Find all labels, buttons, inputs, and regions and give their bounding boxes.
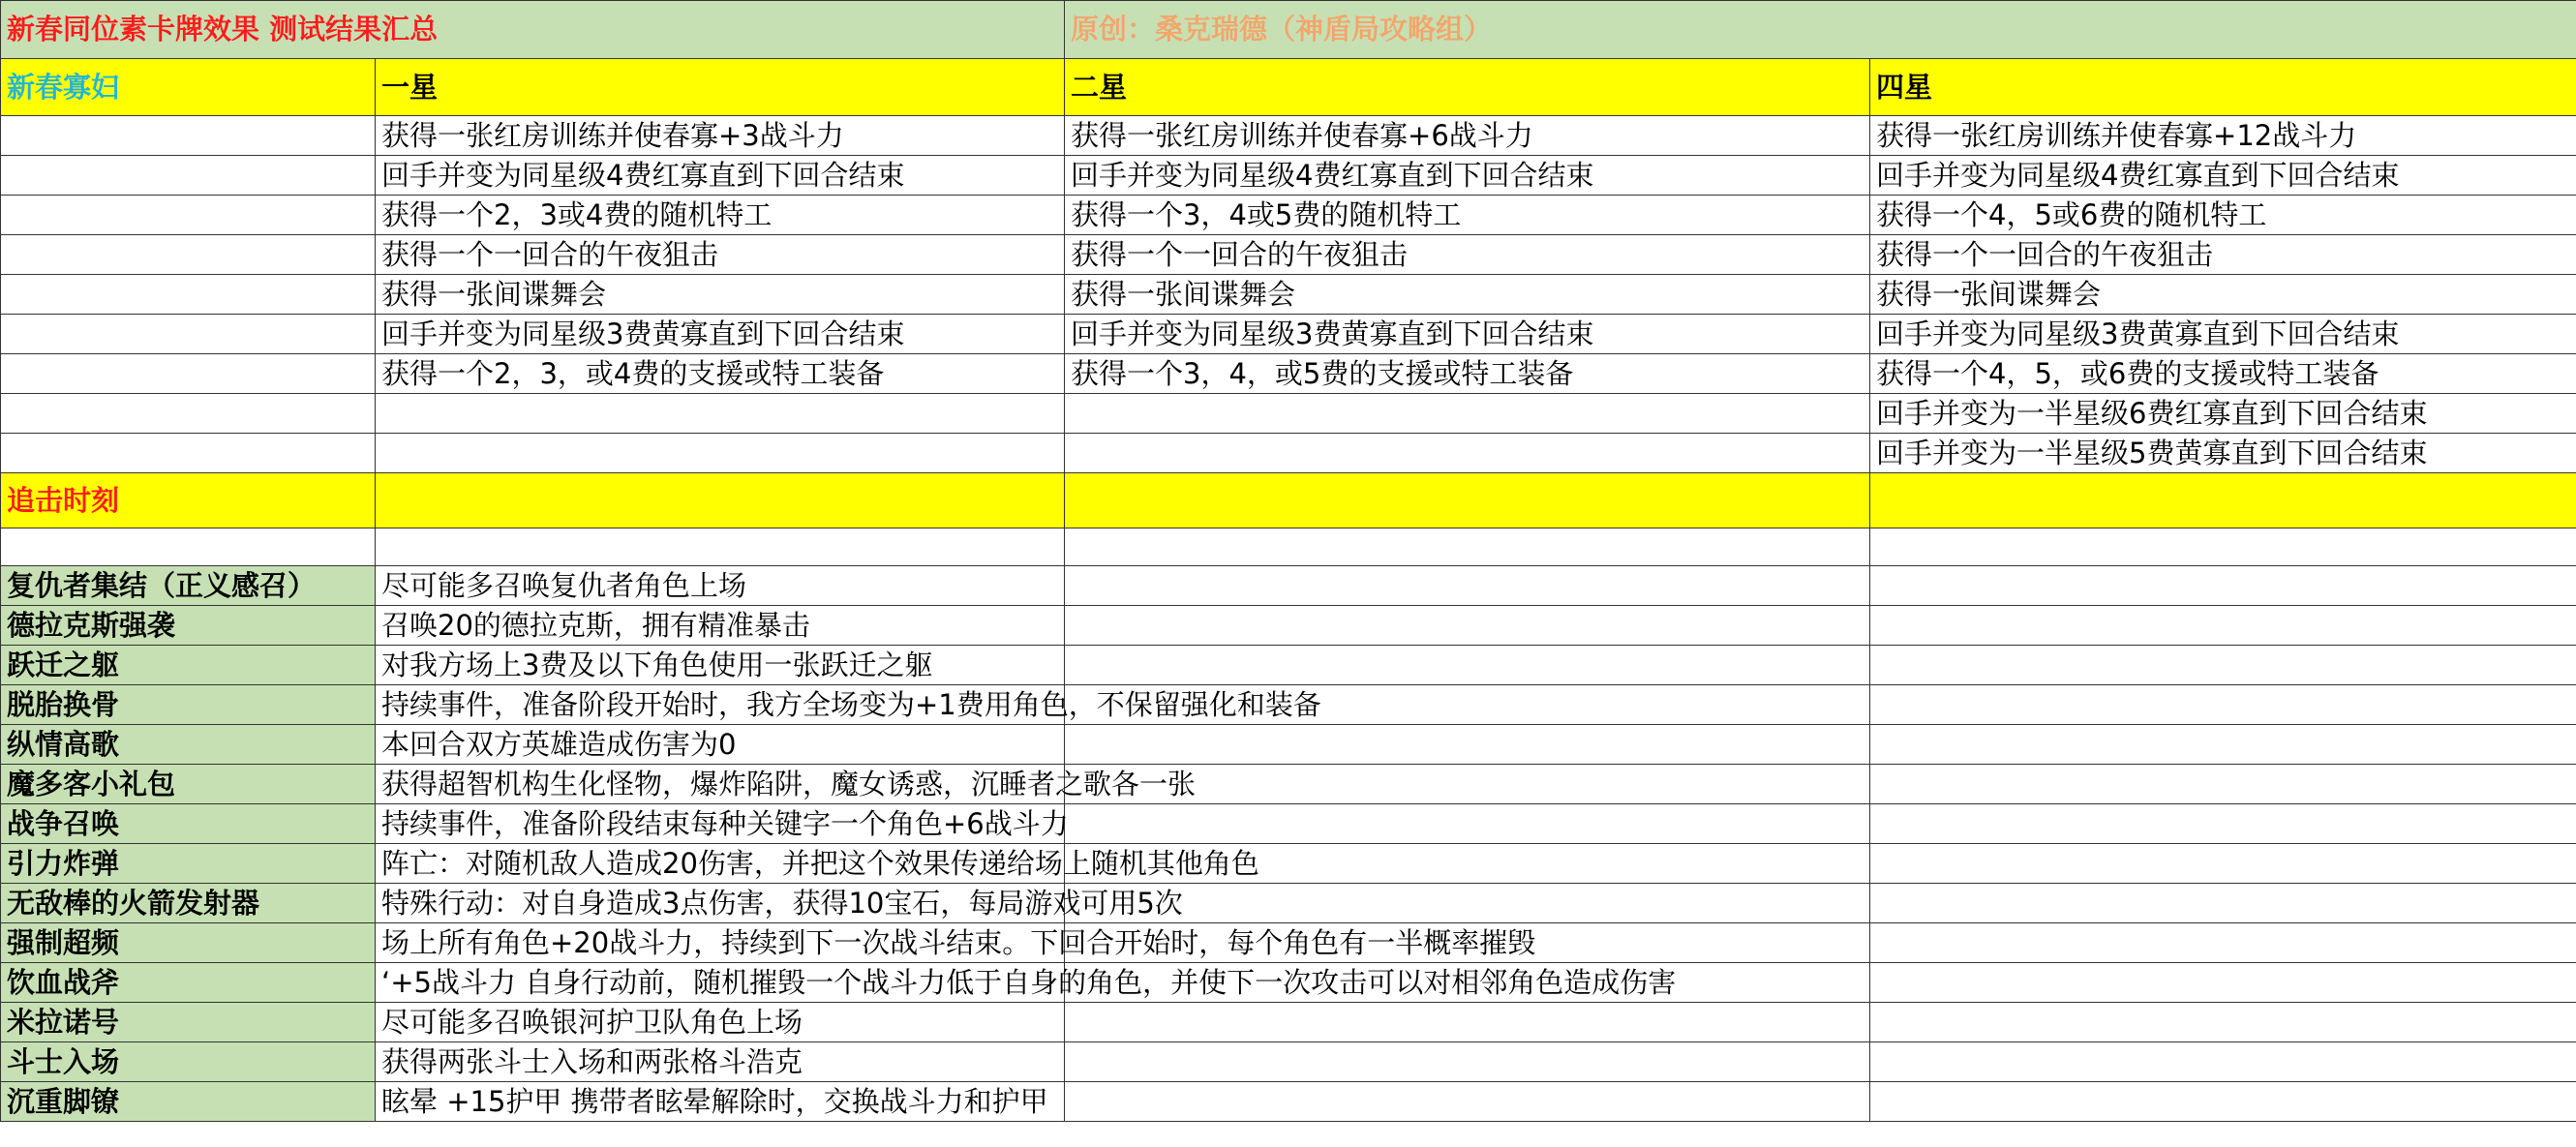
effect-cell[interactable]: 回手并变为同星级3费黄寡直到下回合结束 [376,315,1065,354]
empty-cell[interactable] [1,196,376,235]
empty-cell[interactable] [1870,725,2576,765]
empty-cell[interactable] [1065,804,1870,844]
list-item [1,844,2576,884]
empty-cell[interactable] [1065,646,1870,685]
card-effect[interactable] [376,566,1065,606]
effect-cell[interactable]: 获得一个一回合的午夜狙击 [376,235,1065,275]
effect-cell[interactable]: 获得一个2，3，或4费的支援或特工装备 [376,354,1065,394]
section1-title[interactable]: 新春寡妇 [1,59,376,116]
sheet-title[interactable]: 新春同位素卡牌效果 测试结果汇总 [1,1,1065,59]
effect-cell[interactable]: 获得一张红房训练并使春寡+12战斗力 [1870,116,2576,156]
card-name[interactable]: 沉重脚镣 [1,1082,376,1122]
empty-cell[interactable] [1870,963,2576,1003]
table-row [1,315,2576,354]
section2-title[interactable]: 追击时刻 [1,473,376,528]
empty-cell[interactable] [1065,473,1870,528]
card-effect-text: 持续事件，准备阶段开始时，我方全场变为+1费用角色，不保留强化和装备 [381,688,1321,721]
card-effect-text: 尽可能多召唤银河护卫队角色上场 [381,1006,803,1039]
list-item [1,804,2576,844]
empty-cell[interactable] [1065,1042,1870,1082]
card-name[interactable]: 饮血战斧 [1,963,376,1003]
table-row [1,394,2576,434]
effect-cell[interactable]: 获得一个一回合的午夜狙击 [1065,235,1870,275]
section2-header-row [1,473,2576,528]
empty-cell[interactable] [1,275,376,315]
credit-label[interactable]: 原创：桑克瑞德（神盾局攻略组） [1065,1,2576,59]
effect-cell[interactable] [1065,394,1870,434]
card-effect[interactable] [376,1003,1065,1042]
card-effect-text: 特殊行动：对自身造成3点伤害，获得10宝石，每局游戏可用5次 [381,887,1183,920]
empty-cell[interactable] [1870,884,2576,923]
list-item [1,1042,2576,1082]
empty-cell[interactable] [1,528,376,566]
effect-cell[interactable]: 回手并变为同星级4费红寡直到下回合结束 [376,156,1065,196]
empty-cell[interactable] [1065,725,1870,765]
effect-cell[interactable]: 回手并变为一半星级5费黄寡直到下回合结束 [1870,434,2576,473]
empty-cell[interactable] [1870,844,2576,884]
empty-cell[interactable] [1870,646,2576,685]
empty-cell[interactable] [1870,923,2576,963]
empty-cell[interactable] [1,116,376,156]
empty-cell[interactable] [1,354,376,394]
title-row [1,1,2576,59]
effect-cell[interactable]: 回手并变为同星级4费红寡直到下回合结束 [1870,156,2576,196]
effect-cell[interactable]: 获得一个4，5或6费的随机特工 [1870,196,2576,235]
effect-cell[interactable]: 回手并变为同星级3费黄寡直到下回合结束 [1870,315,2576,354]
empty-cell[interactable] [1870,765,2576,804]
card-effect-text: 对我方场上3费及以下角色使用一张跃迁之躯 [381,649,933,681]
table-row [1,116,2576,156]
card-name[interactable]: 复仇者集结（正义感召） [1,566,376,606]
empty-cell[interactable] [1,315,376,354]
empty-cell[interactable] [376,528,1065,566]
card-effect-text: ‘+5战斗力 自身行动前，随机摧毁一个战斗力低于自身的角色，并使下一次攻击可以对相邻角色造成伤害 [381,966,1677,999]
card-effect-text: 场上所有角色+20战斗力，持续到下一次战斗结束。下回合开始时，每个角色有一半概率摧毁 [381,926,1536,959]
empty-cell[interactable] [1870,566,2576,606]
card-effect[interactable] [376,884,1183,923]
empty-cell[interactable] [1065,1082,1870,1122]
effect-cell[interactable] [376,434,1065,473]
effect-cell[interactable]: 获得一张红房训练并使春寡+3战斗力 [376,116,1065,156]
table-row [1,156,2576,196]
card-name[interactable]: 无敌棒的火箭发射器 [1,884,376,923]
effect-cell[interactable]: 获得一个4，5，或6费的支援或特工装备 [1870,354,2576,394]
card-name[interactable]: 引力炸弹 [1,844,376,884]
card-name[interactable]: 斗士入场 [1,1042,376,1082]
list-item [1,963,2576,1003]
list-item [1,923,2576,963]
empty-cell[interactable] [1,434,376,473]
empty-cell[interactable] [1870,685,2576,725]
card-name[interactable]: 德拉克斯强袭 [1,606,376,646]
card-effect[interactable] [376,1042,1065,1082]
table-row [1,235,2576,275]
card-effect[interactable] [376,765,1197,804]
card-effect[interactable] [376,963,1677,1003]
empty-cell[interactable] [1870,606,2576,646]
card-effect-text: 眩晕 +15护甲 携带者眩晕解除时，交换战斗力和护甲 [381,1085,1048,1118]
empty-cell[interactable] [1,235,376,275]
card-effect[interactable] [376,725,1065,765]
effect-cell[interactable]: 获得一张间谍舞会 [1065,275,1870,315]
effect-cell[interactable]: 获得一个3，4，或5费的支援或特工装备 [1065,354,1870,394]
card-effect[interactable] [376,606,1065,646]
card-effect[interactable] [376,646,1065,685]
table-row [1,275,2576,315]
card-effect-text: 持续事件，准备阶段结束每种关键字一个角色+6战斗力 [381,807,1069,840]
effect-cell[interactable]: 回手并变为一半星级6费红寡直到下回合结束 [1870,394,2576,434]
card-name[interactable]: 纵情高歌 [1,725,376,765]
list-item [1,646,2576,685]
table-row [1,354,2576,394]
empty-cell[interactable] [1065,528,1870,566]
effect-cell[interactable]: 获得一个2，3或4费的随机特工 [376,196,1065,235]
effect-cell[interactable]: 获得一张间谍舞会 [376,275,1065,315]
list-item [1,765,2576,804]
card-effect-text: 获得两张斗士入场和两张格斗浩克 [381,1045,803,1078]
card-effect-text: 尽可能多召唤复仇者角色上场 [381,569,747,602]
section1-header-row [1,59,2576,116]
card-name[interactable]: 米拉诺号 [1,1003,376,1042]
column-header-1star[interactable]: 一星 [376,59,1065,116]
empty-cell[interactable] [1870,528,2576,566]
effect-cell[interactable] [376,394,1065,434]
card-effect[interactable] [376,1082,1065,1122]
card-effect[interactable] [376,923,1536,963]
card-effect-text: 阵亡：对随机敌人造成20伤害，并把这个效果传递给场上随机其他角色 [381,847,1259,880]
table-row [1,196,2576,235]
empty-cell[interactable] [1,394,376,434]
list-item [1,725,2576,765]
empty-cell[interactable] [1870,473,2576,528]
card-effect-text: 获得超智机构生化怪物，爆炸陷阱，魔女诱惑，沉睡者之歌各一张 [381,768,1197,800]
card-name[interactable]: 魔多客小礼包 [1,765,376,804]
column-header-4star[interactable]: 四星 [1870,59,2576,116]
empty-cell[interactable] [1065,884,1870,923]
card-name[interactable]: 战争召唤 [1,804,376,844]
list-item [1,566,2576,606]
column-header-2star[interactable]: 二星 [1065,59,1870,116]
effect-cell[interactable]: 获得一个3，4或5费的随机特工 [1065,196,1870,235]
empty-cell[interactable] [1065,566,1870,606]
card-effect[interactable] [376,804,1069,844]
list-item [1,606,2576,646]
card-name[interactable]: 强制超频 [1,923,376,963]
list-item [1,884,2576,923]
effect-cell[interactable]: 获得一张间谍舞会 [1870,275,2576,315]
card-effect-text: 召唤20的德拉克斯，拥有精准暴击 [381,609,810,642]
effect-cell[interactable]: 获得一张红房训练并使春寡+6战斗力 [1065,116,1870,156]
card-effect[interactable] [376,685,1321,725]
effect-cell[interactable]: 获得一个一回合的午夜狙击 [1870,235,2576,275]
list-item [1,1003,2576,1042]
card-name[interactable]: 脱胎换骨 [1,685,376,725]
card-effect[interactable] [376,844,1259,884]
blank-row [1,528,2576,566]
empty-cell[interactable] [1870,804,2576,844]
effect-cell[interactable] [1065,434,1870,473]
list-item [1,1082,2576,1122]
effect-cell[interactable]: 回手并变为同星级3费黄寡直到下回合结束 [1065,315,1870,354]
empty-cell[interactable] [1,156,376,196]
empty-cell[interactable] [1870,1003,2576,1042]
empty-cell[interactable] [376,473,1065,528]
card-effect-text: 本回合双方英雄造成伤害为0 [381,728,737,761]
empty-cell[interactable] [1065,606,1870,646]
card-name[interactable]: 跃迁之躯 [1,646,376,685]
empty-cell[interactable] [1870,1082,2576,1122]
table-row [1,434,2576,473]
list-item [1,685,2576,725]
effect-cell[interactable]: 回手并变为同星级4费红寡直到下回合结束 [1065,156,1870,196]
empty-cell[interactable] [1065,1003,1870,1042]
empty-cell[interactable] [1870,1042,2576,1082]
